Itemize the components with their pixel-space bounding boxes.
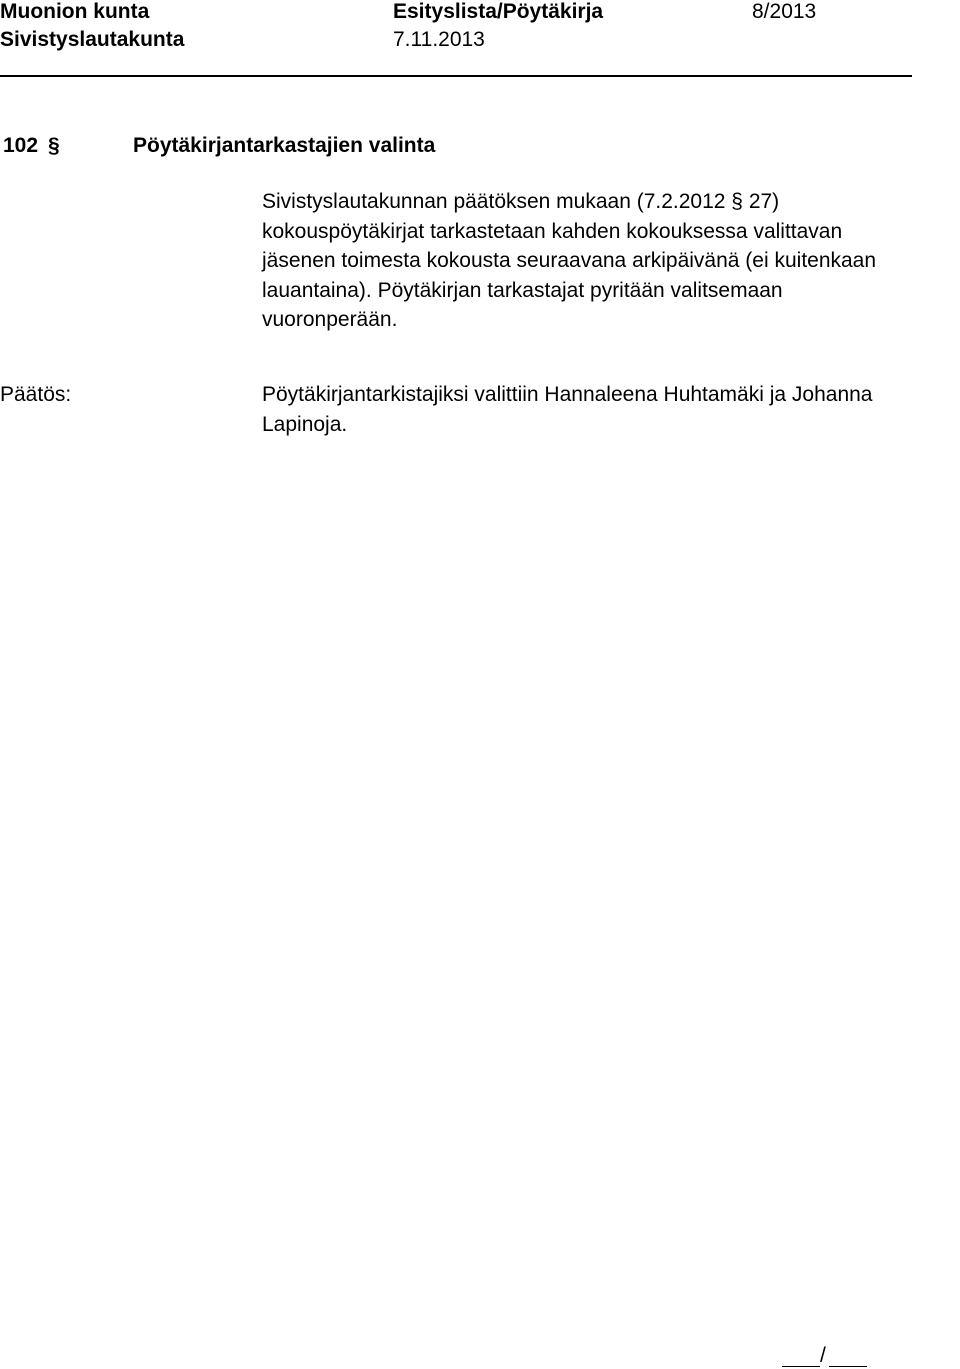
- document-type: Esityslista/Pöytäkirja: [393, 0, 604, 23]
- signature-line-left: [782, 1344, 820, 1367]
- section-symbol: §: [48, 134, 60, 157]
- decision-line: Lapinoja.: [262, 412, 348, 436]
- body-line: jäsenen toimesta kokousta seuraavana arkipäivänä (ei kuitenkaan: [262, 249, 877, 272]
- body-paragraph: [262, 187, 876, 335]
- body-line: lauantaina). Pöytäkirjan tarkastajat pyritään valitsemaan: [262, 278, 783, 302]
- signature-separator: /: [820, 1344, 826, 1367]
- body-line: kokouspöytäkirjat tarkastetaan kahden kokouksessa valittavan: [262, 219, 843, 243]
- municipality-name: Muonion kunta: [0, 0, 150, 23]
- meeting-date: 7.11.2013: [393, 28, 485, 51]
- decision-line: Pöytäkirjantarkistajiksi valittiin Hannaleena Huhtamäki ja Johanna: [262, 383, 873, 406]
- section-number: 102: [3, 134, 39, 157]
- decision-text: [262, 380, 873, 439]
- committee-name: Sivistyslautakunta: [0, 28, 185, 51]
- section-title: Pöytäkirjantarkastajien valinta: [133, 134, 436, 157]
- document-number: 8/2013: [752, 0, 817, 23]
- header-divider: [0, 75, 912, 77]
- body-line: vuoronperään.: [262, 308, 398, 331]
- decision-label: Päätös:: [0, 383, 72, 406]
- body-line: Sivistyslautakunnan päätöksen mukaan (7.2.2012 § 27): [262, 190, 780, 213]
- signature-line-right: [829, 1344, 867, 1367]
